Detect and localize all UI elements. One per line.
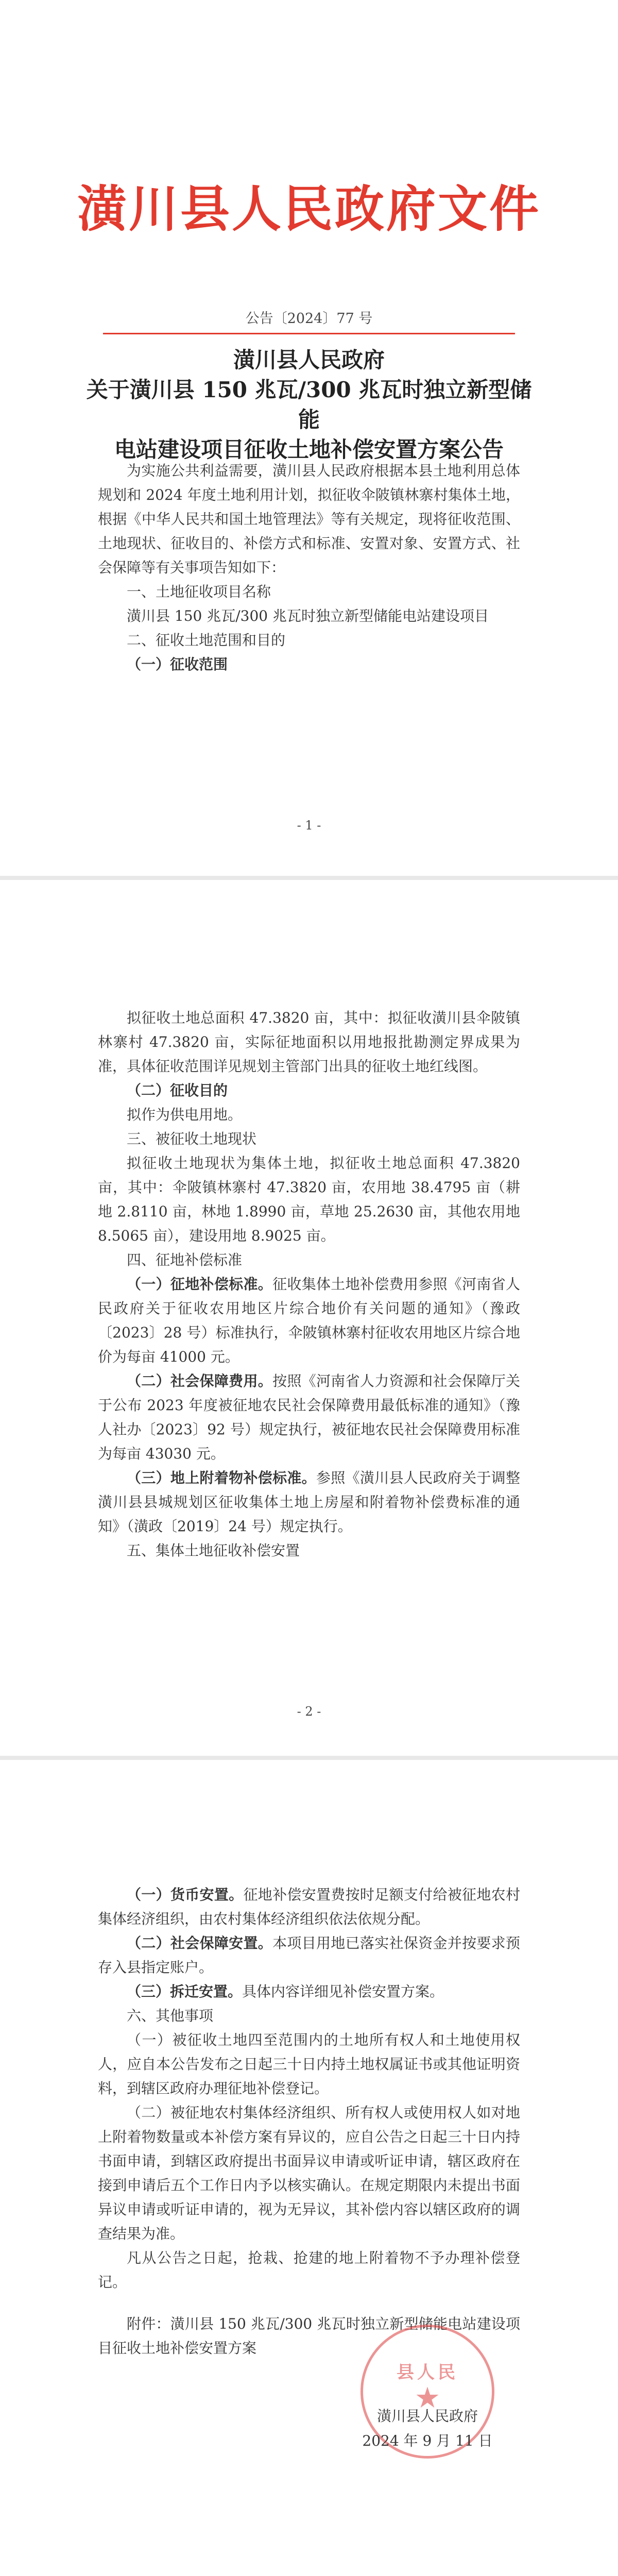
section-4-item-3 bbox=[98, 1466, 520, 1538]
section-3-heading: 三、被征收土地现状 bbox=[127, 1130, 257, 1147]
seal-ring-text: 县人民 bbox=[397, 2362, 458, 2383]
section-6-heading: 六、其他事项 bbox=[127, 2007, 214, 2024]
section-4-item-2-body: 按照《河南省人力资源和社会保障厅关于公布 2023 年度被征地农民社会保障费用最低标准的通知》（豫人社办〔2023〕92 号）规定执行，被征地农民社会保障费用标准为每亩 43030 元。 bbox=[98, 1372, 520, 1462]
title-line-2: 关于潢川县 150 兆瓦/300 兆瓦时独立新型储能 bbox=[86, 377, 532, 432]
seal-star-icon: ★ bbox=[414, 2381, 441, 2415]
page-2-body bbox=[98, 1006, 520, 1563]
document-header-title: 潢川县人民政府文件 bbox=[77, 180, 541, 238]
page-gap bbox=[0, 876, 618, 880]
document-number: 公告〔2024〕77 号 bbox=[245, 311, 373, 327]
section-3-body: 拟征收土地现状为集体土地，拟征收土地总面积 47.3820 亩，其中：伞陂镇林寨村 47.3820 亩，农用地 38.4795 亩（耕地 2.8110 亩，林地 1.8990 亩，草地 25.2630 亩，其他农用地 8.5065 亩），建设用地 8.9025 亩。 bbox=[98, 1155, 520, 1244]
signature-organization: 潢川县人民政府 bbox=[376, 2408, 478, 2425]
section-1-body: 潢川县 150 兆瓦/300 兆瓦时独立新型储能电站建设项目 bbox=[127, 607, 489, 624]
section-5-item-3-label: （三）拆迁安置。 bbox=[127, 1983, 243, 2000]
page-gap bbox=[0, 1756, 618, 1760]
section-6-item-1: （一）被征收土地四至范围内的土地所有权人和土地使用权人，应自本公告发布之日起三十日内持土地权属证书或其他证明资料，到辖区政府办理征地补偿登记。 bbox=[98, 2031, 520, 2097]
attachment-line: 附件：潢川县 150 兆瓦/300 兆瓦时独立新型储能电站建设项目征收土地补偿安置方案 bbox=[98, 2315, 520, 2357]
page-1-body bbox=[98, 459, 520, 676]
section-6-item-3: 凡从公告之日起，抢栽、抢建的地上附着物不予办理补偿登记。 bbox=[98, 2249, 520, 2291]
section-4-item-2-label: （二）社会保障费用。 bbox=[127, 1372, 273, 1389]
section-4-item-1 bbox=[98, 1272, 520, 1369]
page-3 bbox=[0, 1760, 618, 2576]
section-5-item-2-label: （二）社会保障安置。 bbox=[127, 1935, 273, 1952]
intro-paragraph: 为实施公共利益需要，潢川县人民政府根据本县土地利用总体规划和 2024 年度土地利用计划，拟征收伞陂镇林寨村集体土地，根据《中华人民共和国土地管理法》等有关规定，现将征收范围、土地现状、征收目的、补偿方式和标准、安置对象、安置方式、社会保障等有关事项告知如下： bbox=[98, 462, 520, 576]
section-1-heading: 一、土地征收项目名称 bbox=[127, 583, 271, 600]
section-4-item-1-label: （一）征地补偿标准。 bbox=[127, 1276, 273, 1293]
section-5-heading: 五、集体土地征收补偿安置 bbox=[127, 1542, 300, 1559]
notice-title bbox=[82, 345, 536, 465]
section-6-item-2: （二）被征地农村集体经济组织、所有权人或使用权人如对地上附着物数量或本补偿方案有异议的，应自公告之日起三十日内持书面申请，到辖区政府提出书面异议申请或听证申请，辖区政府在接到申请后五个工作日内予以核实确认。在规定期限内未提出书面异议申请或听证申请的，视为无异议，其补偿内容以辖区政府的调查结果为准。 bbox=[98, 2104, 520, 2242]
page-number-1: - 1 - bbox=[297, 818, 321, 833]
section-5-item-2 bbox=[98, 1931, 520, 1979]
title-line-3: 电站建设项目征收土地补偿安置方案公告 bbox=[114, 437, 504, 462]
section-4-item-3-label: （三）地上附着物补偿标准。 bbox=[127, 1469, 316, 1486]
signature-date: 2024 年 9 月 11 日 bbox=[362, 2432, 493, 2449]
section-5-item-3 bbox=[98, 1979, 520, 2004]
section-5-item-1-label: （一）货币安置。 bbox=[127, 1886, 244, 1903]
section-4-item-2 bbox=[98, 1369, 520, 1466]
section-5-item-1 bbox=[98, 1883, 520, 1931]
red-divider-line bbox=[103, 333, 515, 334]
section-5-item-2-body: 本项目用地已落实社保资金并按要求预存入县指定账户。 bbox=[98, 1935, 520, 1976]
section-5-item-1-body: 征地补偿安置费按时足额支付给被征地农村集体经济组织，由农村集体经济组织依法依规分配。 bbox=[98, 1886, 520, 1927]
page-1 bbox=[0, 0, 618, 876]
page-3-body bbox=[98, 1883, 520, 2360]
section-4-heading: 四、征地补偿标准 bbox=[127, 1251, 243, 1268]
section-2-heading: 二、征收土地范围和目的 bbox=[127, 632, 286, 649]
section-2-sub-1-heading: （一）征收范围 bbox=[127, 656, 228, 673]
scope-paragraph: 拟征收土地总面积 47.3820 亩，其中：拟征收潢川县伞陂镇林寨村 47.3820 亩，实际征地面积以用地报批勘测定界成果为准，具体征收范围详见规划主管部门出具的征收土地红线图。 bbox=[98, 1009, 520, 1075]
page-2 bbox=[0, 880, 618, 1756]
section-4-item-3-body: 参照《潢川县人民政府关于调整潢川县县城规划区征收集体土地上房屋和附着物补偿费标准的通知》（潢政〔2019〕24 号）规定执行。 bbox=[98, 1469, 520, 1535]
title-line-1: 潢川县人民政府 bbox=[233, 347, 385, 372]
page-number-2: - 2 - bbox=[297, 1704, 321, 1719]
purpose-paragraph: 拟作为供电用地。 bbox=[127, 1106, 243, 1123]
section-5-item-3-body: 具体内容详细见补偿安置方案。 bbox=[242, 1983, 444, 2000]
section-4-item-1-body: 征收集体土地补偿费用参照《河南省人民政府关于征收农用地区片综合地价有关问题的通知》（豫政〔2023〕28 号）标准执行，伞陂镇林寨村征收农用地区片综合地价为每亩 41000 元。 bbox=[98, 1276, 520, 1365]
section-2-sub-2-heading: （二）征收目的 bbox=[127, 1082, 228, 1099]
